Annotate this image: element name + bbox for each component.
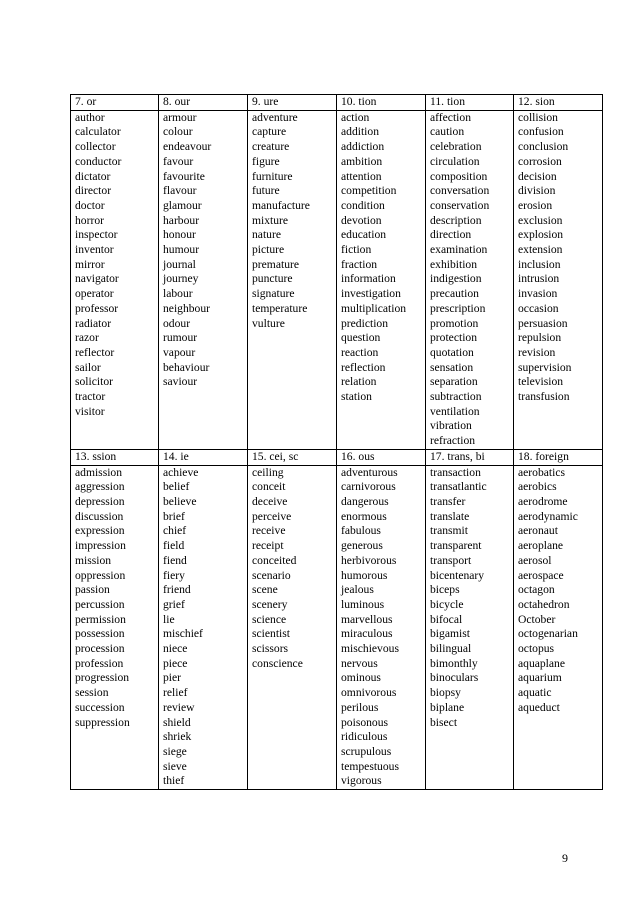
- word-item: extension: [518, 243, 563, 257]
- word-item: director: [75, 184, 112, 198]
- word-item: perilous: [341, 700, 379, 714]
- word-item: transatlantic: [430, 480, 487, 494]
- column-header: 10. tion: [337, 95, 426, 111]
- word-item: oppression: [75, 568, 126, 582]
- word-item: condition: [341, 198, 385, 212]
- word-item: miraculous: [341, 627, 393, 641]
- word-item: exclusion: [518, 213, 563, 227]
- word-list-cell: [514, 465, 603, 789]
- word-item: caution: [430, 125, 465, 139]
- word-item: bicentenary: [430, 568, 485, 582]
- word-item: explosion: [518, 228, 564, 242]
- word-item: refraction: [430, 434, 476, 448]
- word-item: aerobics: [518, 480, 557, 494]
- word-item: revision: [518, 345, 556, 359]
- word-item: erosion: [518, 198, 553, 212]
- word-item: bifocal: [430, 612, 463, 626]
- section-2-word-row: [71, 465, 603, 789]
- word-item: achieve: [163, 465, 199, 479]
- word-item: description: [430, 213, 482, 227]
- word-item: bilingual: [430, 642, 472, 656]
- word-item: precaution: [430, 287, 479, 301]
- word-item: dictator: [75, 169, 111, 183]
- word-item: collector: [75, 140, 116, 154]
- word-item: aggression: [75, 480, 125, 494]
- word-item: humour: [163, 243, 200, 257]
- word-item: promotion: [430, 316, 479, 330]
- word-item: conclusion: [518, 140, 569, 154]
- word-item: omnivorous: [341, 686, 397, 700]
- word-item: rumour: [163, 331, 198, 345]
- word-item: aquaplane: [518, 656, 565, 670]
- word-list-cell: [337, 110, 426, 449]
- word-item: subtraction: [430, 390, 482, 404]
- word-item: nervous: [341, 656, 378, 670]
- word-item: nature: [252, 228, 281, 242]
- word-item: addiction: [341, 140, 385, 154]
- column-header: 14. ie: [159, 449, 248, 465]
- word-item: ominous: [341, 671, 381, 685]
- word-item: fabulous: [341, 524, 381, 538]
- word-item: suppression: [75, 715, 130, 729]
- word-item: exhibition: [430, 257, 478, 271]
- word-item: belief: [163, 480, 190, 494]
- word-item: puncture: [252, 272, 293, 286]
- word-list-cell: [71, 465, 159, 789]
- word-item: attention: [341, 169, 382, 183]
- word-item: radiator: [75, 316, 112, 330]
- word-item: inspector: [75, 228, 118, 242]
- word-item: discussion: [75, 509, 124, 523]
- word-item: friend: [163, 583, 191, 597]
- word-list-cell: [426, 110, 514, 449]
- word-item: repulsion: [518, 331, 562, 345]
- word-list-cell: [337, 465, 426, 789]
- word-item: harbour: [163, 213, 200, 227]
- word-item: tractor: [75, 390, 106, 404]
- word-item: station: [341, 390, 372, 404]
- word-item: future: [252, 184, 280, 198]
- word-item: saviour: [163, 375, 198, 389]
- word-item: investigation: [341, 287, 401, 301]
- word-item: quotation: [430, 345, 474, 359]
- word-item: perceive: [252, 509, 292, 523]
- word-item: reflector: [75, 345, 115, 359]
- word-item: conversation: [430, 184, 490, 198]
- word-item: competition: [341, 184, 397, 198]
- word-item: aerodrome: [518, 494, 568, 508]
- word-item: aerosol: [518, 553, 552, 567]
- word-item: creature: [252, 140, 290, 154]
- word-item: October: [518, 612, 556, 626]
- word-item: adventurous: [341, 465, 398, 479]
- word-item: carnivorous: [341, 480, 396, 494]
- word-item: celebration: [430, 140, 482, 154]
- word-item: vapour: [163, 345, 196, 359]
- word-item: decision: [518, 169, 557, 183]
- word-item: biopsy: [430, 686, 461, 700]
- word-item: aerospace: [518, 568, 564, 582]
- word-item: conceit: [252, 480, 286, 494]
- word-item: intrusion: [518, 272, 560, 286]
- word-item: depression: [75, 494, 125, 508]
- word-item: capture: [252, 125, 287, 139]
- word-item: protection: [430, 331, 478, 345]
- word-item: prediction: [341, 316, 389, 330]
- word-item: aeroplane: [518, 539, 564, 553]
- word-list-cell: [159, 465, 248, 789]
- word-item: relief: [163, 686, 188, 700]
- column-header: 13. ssion: [71, 449, 159, 465]
- word-item: collision: [518, 110, 558, 124]
- word-item: biplane: [430, 700, 465, 714]
- word-item: addition: [341, 125, 379, 139]
- word-item: bimonthly: [430, 656, 478, 670]
- word-item: transaction: [430, 465, 481, 479]
- word-list-cell: [71, 110, 159, 449]
- word-item: composition: [430, 169, 488, 183]
- word-item: percussion: [75, 597, 125, 611]
- word-item: enormous: [341, 509, 387, 523]
- word-item: inclusion: [518, 257, 561, 271]
- word-item: bicycle: [430, 597, 464, 611]
- word-item: indigestion: [430, 272, 482, 286]
- word-item: poisonous: [341, 715, 389, 729]
- column-header: 8. our: [159, 95, 248, 111]
- word-item: generous: [341, 539, 383, 553]
- word-item: education: [341, 228, 387, 242]
- word-item: conservation: [430, 198, 490, 212]
- word-item: labour: [163, 287, 193, 301]
- word-item: deceive: [252, 494, 288, 508]
- word-item: octopus: [518, 642, 555, 656]
- word-item: navigator: [75, 272, 119, 286]
- column-header: 17. trans, bi: [426, 449, 514, 465]
- word-item: endeavour: [163, 140, 212, 154]
- word-item: aerodynamic: [518, 509, 578, 523]
- word-item: aqueduct: [518, 700, 560, 714]
- word-item: aerobatics: [518, 465, 565, 479]
- word-item: conductor: [75, 154, 122, 168]
- word-item: receipt: [252, 539, 284, 553]
- word-item: scrupulous: [341, 744, 392, 758]
- column-header: 7. or: [71, 95, 159, 111]
- word-item: tempestuous: [341, 759, 399, 773]
- word-item: herbivorous: [341, 553, 397, 567]
- word-item: direction: [430, 228, 472, 242]
- word-item: bisect: [430, 715, 458, 729]
- word-item: professor: [75, 301, 119, 315]
- word-item: reaction: [341, 345, 379, 359]
- word-item: brief: [163, 509, 185, 523]
- word-item: fraction: [341, 257, 378, 271]
- word-item: scenario: [252, 568, 291, 582]
- word-item: neighbour: [163, 301, 211, 315]
- word-item: pier: [163, 671, 182, 685]
- word-item: review: [163, 700, 195, 714]
- word-item: manufacture: [252, 198, 310, 212]
- word-item: solicitor: [75, 375, 113, 389]
- word-item: transfusion: [518, 390, 570, 404]
- word-item: conscience: [252, 656, 303, 670]
- word-list-cell: [248, 110, 337, 449]
- word-item: scissors: [252, 642, 289, 656]
- word-item: armour: [163, 110, 197, 124]
- word-item: lie: [163, 612, 175, 626]
- word-item: journal: [163, 257, 196, 271]
- word-item: action: [341, 110, 370, 124]
- word-item: thief: [163, 774, 185, 788]
- word-item: question: [341, 331, 381, 345]
- word-item: believe: [163, 494, 197, 508]
- word-item: biceps: [430, 583, 460, 597]
- word-item: supervision: [518, 360, 572, 374]
- word-item: jealous: [341, 583, 374, 597]
- word-item: admission: [75, 465, 123, 479]
- word-item: chief: [163, 524, 187, 538]
- word-item: octahedron: [518, 597, 570, 611]
- word-item: possession: [75, 627, 125, 641]
- column-header: 15. cei, sc: [248, 449, 337, 465]
- word-item: occasion: [518, 301, 559, 315]
- word-item: ventilation: [430, 404, 480, 418]
- section-1-word-row: [71, 110, 603, 449]
- word-item: glamour: [163, 198, 202, 212]
- word-item: vibration: [430, 419, 472, 433]
- word-item: furniture: [252, 169, 293, 183]
- word-item: mirror: [75, 257, 105, 271]
- word-item: humorous: [341, 568, 388, 582]
- word-item: niece: [163, 642, 188, 656]
- word-item: operator: [75, 287, 114, 301]
- word-item: conceited: [252, 553, 297, 567]
- word-list-cell: [514, 110, 603, 449]
- word-item: sieve: [163, 759, 187, 773]
- section-2-header-row: [71, 449, 603, 465]
- word-item: reflection: [341, 360, 386, 374]
- word-item: profession: [75, 656, 124, 670]
- word-item: favour: [163, 154, 194, 168]
- word-item: scientist: [252, 627, 290, 641]
- word-item: figure: [252, 154, 280, 168]
- word-item: adventure: [252, 110, 298, 124]
- word-item: flavour: [163, 184, 197, 198]
- word-item: ceiling: [252, 465, 284, 479]
- section-1-header-row: [71, 95, 603, 111]
- word-item: mixture: [252, 213, 289, 227]
- word-item: devotion: [341, 213, 382, 227]
- word-item: procession: [75, 642, 125, 656]
- word-item: separation: [430, 375, 478, 389]
- word-item: colour: [163, 125, 193, 139]
- word-item: siege: [163, 744, 187, 758]
- word-item: field: [163, 539, 185, 553]
- word-item: fiend: [163, 553, 187, 567]
- word-item: odour: [163, 316, 191, 330]
- word-item: fiction: [341, 243, 372, 257]
- word-list-cell: [248, 465, 337, 789]
- column-header: 11. tion: [426, 95, 514, 111]
- word-list-cell: [426, 465, 514, 789]
- word-item: persuasion: [518, 316, 568, 330]
- word-item: passion: [75, 583, 110, 597]
- word-item: multiplication: [341, 301, 407, 315]
- word-item: picture: [252, 243, 285, 257]
- word-item: impression: [75, 539, 126, 553]
- word-item: prescription: [430, 301, 486, 315]
- word-item: scene: [252, 583, 278, 597]
- column-header: 9. ure: [248, 95, 337, 111]
- word-item: progression: [75, 671, 130, 685]
- word-item: grief: [163, 597, 185, 611]
- word-item: session: [75, 686, 109, 700]
- word-item: journey: [163, 272, 199, 286]
- column-header: 16. ous: [337, 449, 426, 465]
- word-item: invasion: [518, 287, 558, 301]
- word-item: affection: [430, 110, 471, 124]
- word-item: information: [341, 272, 396, 286]
- spelling-word-table: [70, 94, 603, 790]
- word-item: transparent: [430, 539, 482, 553]
- word-item: marvellous: [341, 612, 393, 626]
- word-item: aquarium: [518, 671, 562, 685]
- word-item: shriek: [163, 730, 192, 744]
- word-item: fiery: [163, 568, 185, 582]
- word-item: aquatic: [518, 686, 552, 700]
- word-item: succession: [75, 700, 125, 714]
- word-item: dangerous: [341, 494, 389, 508]
- word-item: permission: [75, 612, 126, 626]
- word-item: honour: [163, 228, 196, 242]
- word-item: receive: [252, 524, 286, 538]
- word-item: octogenarian: [518, 627, 578, 641]
- word-item: scenery: [252, 597, 288, 611]
- word-item: visitor: [75, 404, 105, 418]
- word-item: octagon: [518, 583, 555, 597]
- column-header: 18. foreign: [514, 449, 603, 465]
- word-item: examination: [430, 243, 488, 257]
- word-item: television: [518, 375, 564, 389]
- word-item: translate: [430, 509, 470, 523]
- word-item: doctor: [75, 198, 105, 212]
- word-item: transfer: [430, 494, 466, 508]
- page-number: 9: [562, 851, 568, 865]
- word-item: horror: [75, 213, 104, 227]
- word-item: luminous: [341, 597, 385, 611]
- word-item: science: [252, 612, 287, 626]
- word-item: division: [518, 184, 556, 198]
- word-item: signature: [252, 287, 295, 301]
- word-item: behaviour: [163, 360, 210, 374]
- word-item: piece: [163, 656, 188, 670]
- word-item: vulture: [252, 316, 285, 330]
- word-item: binoculars: [430, 671, 479, 685]
- word-item: calculator: [75, 125, 121, 139]
- word-item: relation: [341, 375, 377, 389]
- word-item: author: [75, 110, 105, 124]
- word-item: expression: [75, 524, 125, 538]
- word-item: circulation: [430, 154, 480, 168]
- word-item: corrosion: [518, 154, 562, 168]
- word-item: mischief: [163, 627, 203, 641]
- word-item: vigorous: [341, 774, 382, 788]
- word-item: transmit: [430, 524, 468, 538]
- word-item: inventor: [75, 243, 114, 257]
- word-item: mischievous: [341, 642, 399, 656]
- word-item: ridiculous: [341, 730, 388, 744]
- word-item: premature: [252, 257, 299, 271]
- word-item: aeronaut: [518, 524, 558, 538]
- column-header: 12. sion: [514, 95, 603, 111]
- word-item: sensation: [430, 360, 474, 374]
- word-item: favourite: [163, 169, 205, 183]
- word-item: razor: [75, 331, 99, 345]
- word-list-cell: [159, 110, 248, 449]
- word-item: confusion: [518, 125, 564, 139]
- word-item: sailor: [75, 360, 101, 374]
- word-item: ambition: [341, 154, 383, 168]
- word-item: mission: [75, 553, 112, 567]
- word-item: shield: [163, 715, 191, 729]
- word-item: transport: [430, 553, 472, 567]
- word-item: temperature: [252, 301, 308, 315]
- word-item: bigamist: [430, 627, 470, 641]
